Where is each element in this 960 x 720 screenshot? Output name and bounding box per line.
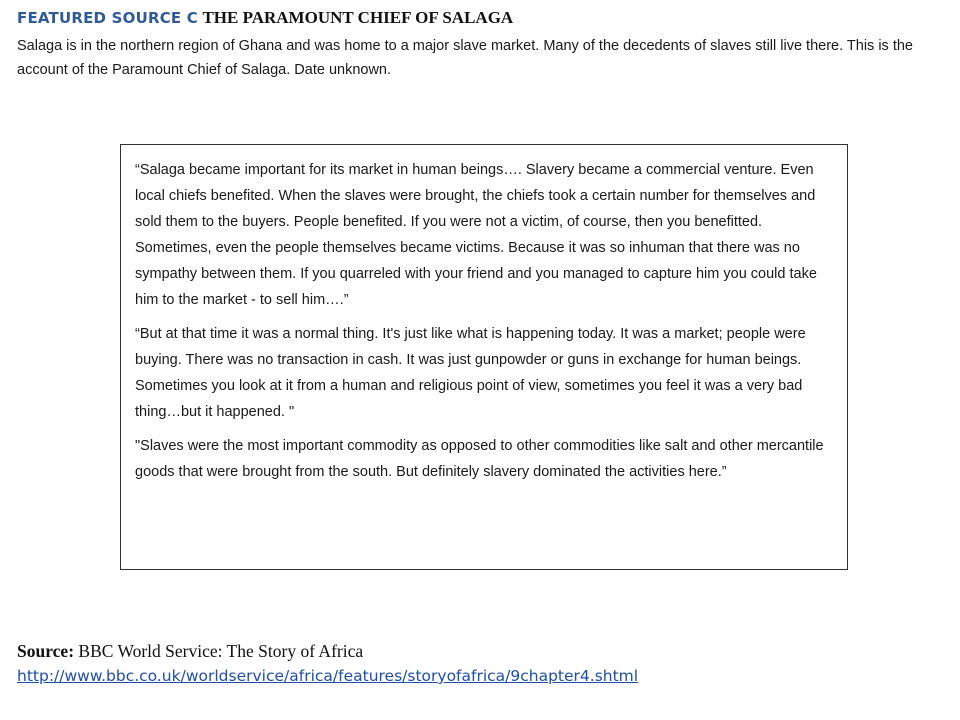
source-citation [17,639,363,663]
featured-source-label: FEATURED SOURCE C [17,9,198,27]
quote-paragraph-3: "Slaves were the most important commodity as opposed to other commodities like salt and other mercantile goods that were brought from the south. But definitely slavery dominated the activities here.” [135,438,824,480]
featured-source-title: THE PARAMOUNT CHIEF OF SALAGA [202,8,514,27]
source-heading [17,7,513,30]
source-label: Source: [17,641,75,661]
quote-paragraph-2: “But at that time it was a normal thing. It's just like what is happening today. It was a market; people were buying. There was no transaction in cash. It was just gunpowder or guns in exchange for human beings. Sometimes you look at it from a human and religious point of view, sometimes you feel it was a very bad thing…but it happened. " [135,326,806,420]
source-text: BBC World Service: The Story of Africa [78,641,364,661]
quote-paragraph-1: “Salaga became important for its market in human beings…. Slavery became a commercial venture. Even local chiefs benefited. When the slaves were brought, the chiefs took a certain number for themselves and sold them to the buyers. People benefited. If you were not a victim, of course, then you benefitted. Sometimes, even the people themselves became victims. Because it was so inhuman that there was no sympathy between them. If you quarreled with your friend and you managed to capture him you could take him to the market - to sell him….” [135,162,817,308]
intro-paragraph: Salaga is in the northern region of Ghana and was home to a major slave market. Many of the decedents of slaves still live there. This is the account of the Paramount Chief of Salaga. Date unknown. [17,38,913,78]
source-url-link[interactable]: http://www.bbc.co.uk/worldservice/africa/features/storyofafrica/9chapter4.shtml [17,667,639,685]
quote-box [120,144,848,570]
